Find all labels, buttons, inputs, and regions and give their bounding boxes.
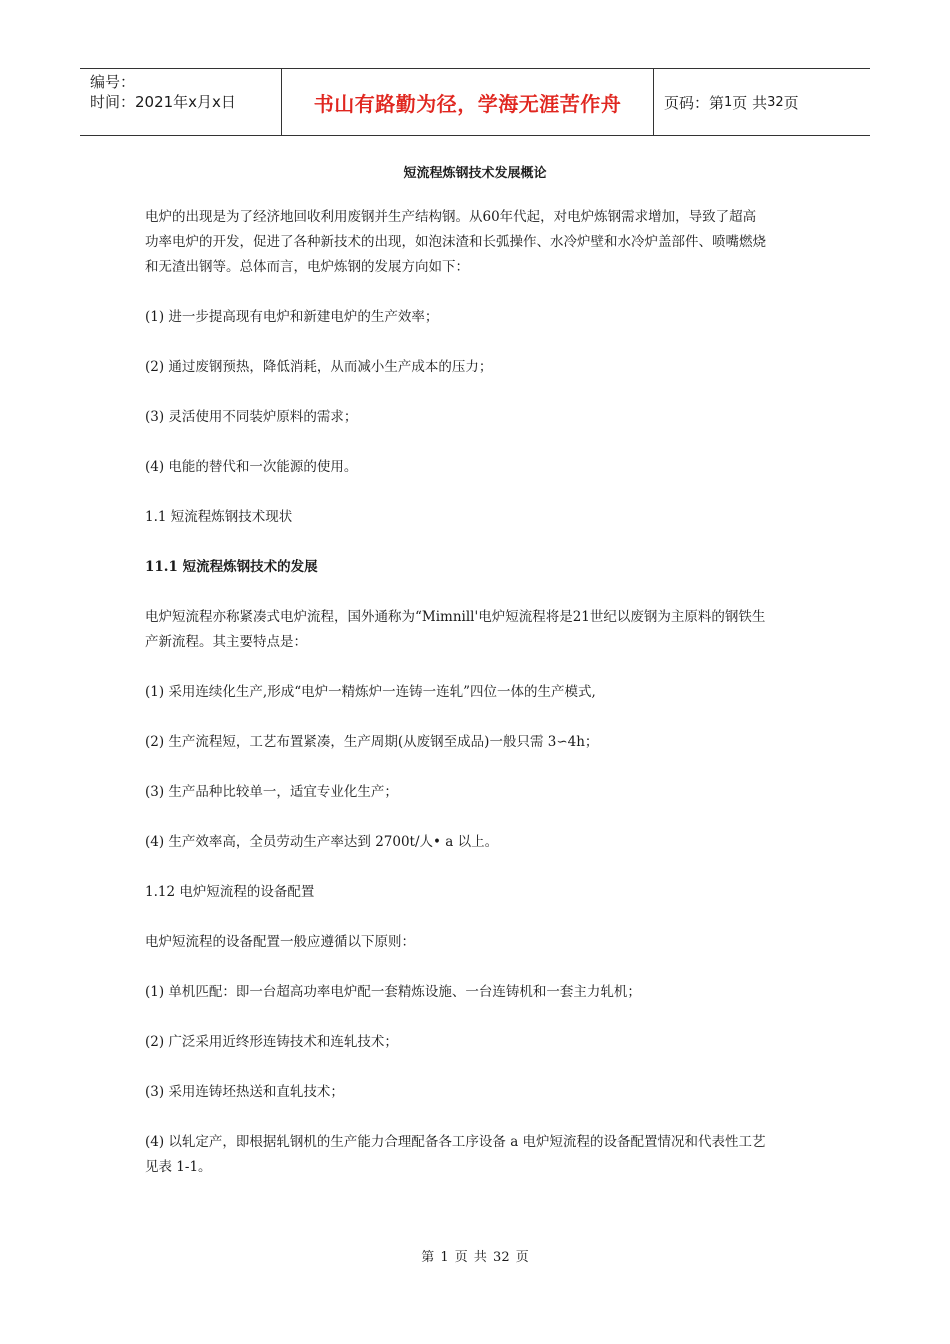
paragraph-line: (1) 进一步提高现有电炉和新建电炉的生产效率； — [145, 309, 439, 325]
paragraph-line: 11.1 短流程炼钢技术的发展 — [145, 559, 318, 575]
page-prefix: 页码：第 — [664, 93, 725, 112]
paragraph — [145, 980, 810, 1005]
paragraph-line: (1) 采用连续化生产,形成“电炉一精炼炉一连铸一连轧”四位一体的生产模式, — [145, 684, 596, 700]
paragraph-line: (3) 采用连铸坯热送和直轧技术； — [145, 1084, 344, 1100]
paragraph-line: (4) 生产效率高，全员劳动生产率达到 2700t/人• a 以上。 — [145, 834, 499, 850]
document-number-label: 编号： — [90, 73, 136, 91]
paragraph-line: (4) 以轧定产，即根据轧钢机的生产能力合理配备各工序设备 a 电炉短流程的设备配置情况和代表性工艺 — [145, 1134, 766, 1150]
paragraph — [145, 780, 810, 805]
paragraph-line: (3) 生产品种比较单一，适宜专业化生产； — [145, 784, 398, 800]
paragraph — [145, 1030, 810, 1055]
paragraph-line: 和无渣出钢等。总体而言，电炉炼钢的发展方向如下： — [145, 259, 469, 275]
paragraph — [145, 555, 810, 580]
document-body — [145, 205, 810, 1180]
page-footer: 第 1 页 共 32 页 — [421, 1250, 529, 1265]
paragraph — [145, 305, 810, 330]
paragraph — [145, 1080, 810, 1105]
paragraph — [145, 830, 810, 855]
page-suffix: 页 — [783, 93, 799, 112]
paragraph-line: 电炉短流程亦称紧凑式电炉流程，国外通称为“Mimnill'电炉短流程将是21世纪以废钢为主原料的钢铁生 — [145, 609, 766, 625]
paragraph — [145, 1130, 810, 1180]
header-info-cell — [80, 69, 281, 135]
paragraph — [145, 730, 810, 755]
paragraph-line: 产新流程。其主要特点是： — [145, 634, 307, 650]
page-current: 1 — [724, 94, 733, 110]
paragraph-line: 1.1 短流程炼钢技术现状 — [145, 509, 293, 525]
paragraph-line: (2) 广泛采用近终形连铸技术和连轧技术； — [145, 1034, 398, 1050]
header-table — [80, 68, 870, 136]
paragraph-line: 功率电炉的开发，促进了各种新技术的出现，如泡沫渣和长弧操作、水冷炉壁和水冷炉盖部件、喷嘴燃烧 — [145, 234, 766, 250]
paragraph-line: (1) 单机匹配：即一台超高功率电炉配一套精炼设施、一台连铸机和一套主力轧机； — [145, 984, 641, 1000]
paragraph — [145, 505, 810, 530]
paragraph — [145, 880, 810, 905]
paragraph — [145, 405, 810, 430]
paragraph-line: 电炉短流程的设备配置一般应遵循以下原则： — [145, 934, 415, 950]
header-slogan-cell — [281, 69, 654, 135]
paragraph-line: (2) 通过废钢预热，降低消耗，从而减小生产成本的压力； — [145, 359, 493, 375]
paragraph-line: (3) 灵活使用不同装炉原料的需求； — [145, 409, 358, 425]
paragraph-line: 1.12 电炉短流程的设备配置 — [145, 884, 315, 900]
paragraph — [145, 930, 810, 955]
paragraph — [145, 680, 810, 705]
paragraph — [145, 605, 810, 655]
page-mid: 页 共 — [732, 93, 768, 112]
document-date-label: 时间：2021年x月x日 — [90, 93, 236, 111]
header-slogan: 书山有路勤为径，学海无涯苦作舟 — [313, 91, 622, 116]
header-page-cell — [654, 69, 870, 135]
paragraph-line: (2) 生产流程短，工艺布置紧凑，生产周期(从废钢至成品)一般只需 3∽4h； — [145, 734, 599, 750]
page-total: 32 — [767, 94, 784, 110]
paragraph-line: 见表 1-1。 — [145, 1159, 212, 1175]
paragraph-line: 电炉的出现是为了经济地回收利用废钢并生产结构钢。从60年代起，对电炉炼钢需求增加，导致了超高 — [145, 209, 757, 225]
paragraph — [145, 355, 810, 380]
paragraph — [145, 205, 810, 280]
document-title: 短流程炼钢技术发展概论 — [403, 166, 547, 181]
paragraph — [145, 455, 810, 480]
paragraph-line: (4) 电能的替代和一次能源的使用。 — [145, 459, 358, 475]
